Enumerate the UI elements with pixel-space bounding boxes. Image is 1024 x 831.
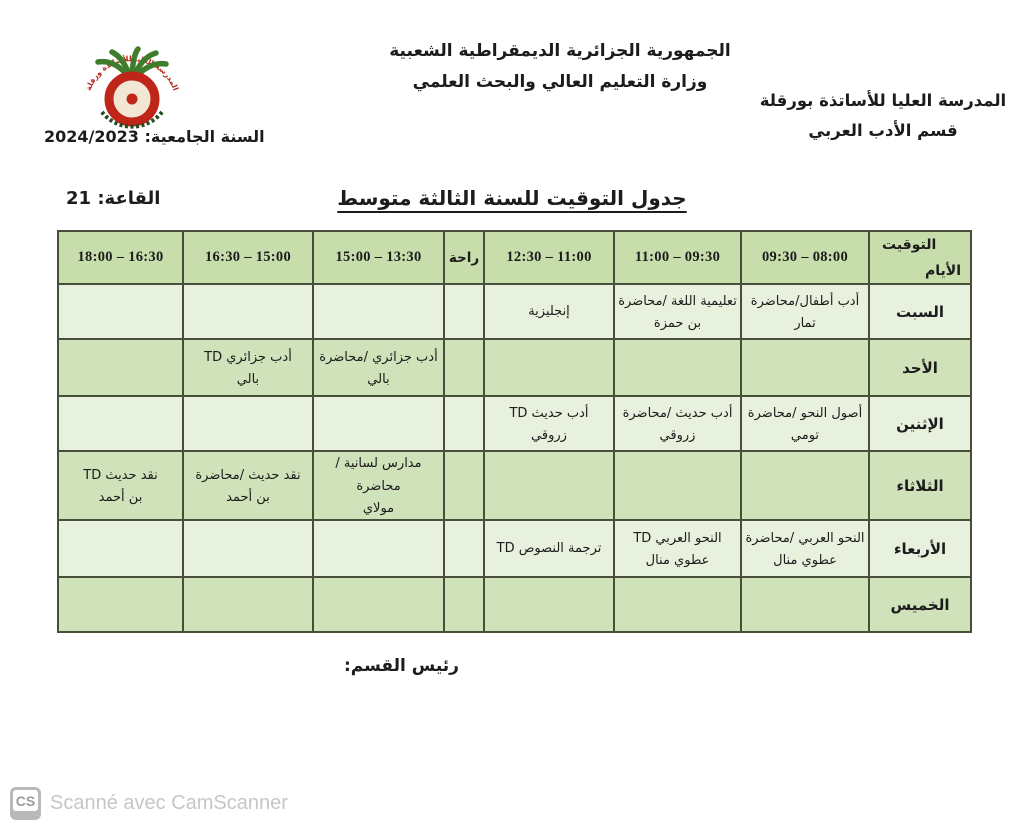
teacher-name: عطوي منال bbox=[773, 552, 837, 568]
school-logo-icon bbox=[78, 36, 186, 132]
schedule-cell bbox=[614, 520, 741, 577]
course-title: أصول النحو /محاضرة bbox=[747, 405, 863, 421]
school-line: المدرسة العليا للأساتذة بورقلة bbox=[759, 91, 1007, 110]
ministry-line: وزارة التعليم العالي والبحث العلمي bbox=[412, 72, 708, 92]
schedule-cell bbox=[741, 520, 869, 577]
schedule-cell bbox=[444, 451, 484, 520]
course-title: أدب جزائري TD bbox=[204, 349, 292, 365]
corner-days-label: الأيام bbox=[925, 263, 961, 279]
day-row bbox=[58, 396, 971, 451]
teacher-name: زروقي bbox=[659, 427, 696, 443]
schedule-cell bbox=[313, 339, 444, 396]
schedule-cell bbox=[183, 451, 313, 520]
schedule-cell bbox=[484, 577, 614, 632]
page-title: جدول التوقيت للسنة الثالثة متوسط bbox=[337, 186, 687, 210]
time-header-cell: 18:00 – 16:30 bbox=[58, 231, 183, 284]
schedule-cell bbox=[444, 339, 484, 396]
schedule-cell bbox=[58, 451, 183, 520]
timetable-container bbox=[57, 230, 972, 633]
camscanner-badge-label: CS bbox=[13, 790, 38, 811]
teacher-name: بالي bbox=[367, 371, 390, 387]
schedule-cell bbox=[183, 396, 313, 451]
teacher-name: مولاي bbox=[362, 501, 395, 516]
schedule-cell bbox=[58, 396, 183, 451]
teacher-name: تومي bbox=[790, 427, 820, 443]
day-cell: الإثنين bbox=[869, 396, 971, 451]
schedule-cell bbox=[741, 396, 869, 451]
schedule-cell bbox=[313, 284, 444, 339]
schedule-cell bbox=[58, 577, 183, 632]
schedule-cell bbox=[58, 339, 183, 396]
schedule-cell bbox=[313, 577, 444, 632]
schedule-cell bbox=[741, 339, 869, 396]
republic-line: الجمهورية الجزائرية الديمقراطية الشعبية bbox=[389, 41, 731, 61]
course-title: أدب حديث /محاضرة bbox=[622, 405, 733, 421]
schedule-cell bbox=[313, 451, 444, 520]
schedule-cell bbox=[183, 577, 313, 632]
teacher-name: تمار bbox=[794, 315, 816, 331]
schedule-cell bbox=[484, 284, 614, 339]
schedule-cell bbox=[741, 284, 869, 339]
teacher-name: بالي bbox=[236, 371, 260, 387]
schedule-cell bbox=[313, 520, 444, 577]
day-row bbox=[58, 339, 971, 396]
course-title: ترجمة النصوص TD bbox=[496, 541, 602, 556]
day-row bbox=[58, 520, 971, 577]
schedule-cell bbox=[58, 284, 183, 339]
break-header-cell: راحة bbox=[444, 231, 484, 284]
day-cell: الخميس bbox=[869, 577, 971, 632]
schedule-cell bbox=[183, 284, 313, 339]
schedule-cell bbox=[614, 577, 741, 632]
day-row bbox=[58, 577, 971, 632]
schedule-cell bbox=[444, 396, 484, 451]
header-right bbox=[758, 86, 1008, 146]
teacher-name: زروقي bbox=[531, 427, 567, 443]
teacher-name: بن حمزة bbox=[653, 315, 702, 331]
time-header-cell: 16:30 – 15:00 bbox=[183, 231, 313, 284]
time-header-cell: 11:00 – 09:30 bbox=[614, 231, 741, 284]
day-row bbox=[58, 284, 971, 339]
course-title: أدب حديث TD bbox=[509, 405, 589, 421]
schedule-cell bbox=[614, 284, 741, 339]
time-header-cell: 12:30 – 11:00 bbox=[484, 231, 614, 284]
timetable bbox=[57, 230, 972, 633]
corner-cell bbox=[869, 231, 971, 284]
schedule-cell bbox=[614, 339, 741, 396]
camscanner-watermark bbox=[10, 787, 288, 820]
time-header-row bbox=[58, 231, 971, 284]
day-cell: الأحد bbox=[869, 339, 971, 396]
schedule-cell bbox=[183, 520, 313, 577]
course-title: أدب أطفال/محاضرة bbox=[750, 293, 860, 309]
schedule-cell bbox=[741, 451, 869, 520]
time-header-cell: 09:30 – 08:00 bbox=[741, 231, 869, 284]
schedule-cell bbox=[614, 451, 741, 520]
department-line: قسم الأدب العربي bbox=[808, 121, 958, 140]
schedule-cell bbox=[484, 396, 614, 451]
teacher-name: بن أحمد bbox=[226, 489, 270, 505]
department-head-signature: رئيس القسم: bbox=[344, 656, 459, 676]
camscanner-icon bbox=[10, 787, 41, 820]
camscanner-label: Scanné avec CamScanner bbox=[50, 792, 288, 814]
schedule-cell bbox=[484, 451, 614, 520]
time-header-cell: 15:00 – 13:30 bbox=[313, 231, 444, 284]
course-title: النحو العربي TD bbox=[633, 530, 722, 546]
schedule-cell bbox=[183, 339, 313, 396]
corner-time-label: التوقيت bbox=[882, 237, 937, 253]
day-cell: الثلاثاء bbox=[869, 451, 971, 520]
day-cell: الأربعاء bbox=[869, 520, 971, 577]
logo-arc-text: المدرسة العليا للأساتذة ورقلة bbox=[83, 54, 181, 92]
schedule-cell bbox=[313, 396, 444, 451]
teacher-name: عطوي منال bbox=[645, 552, 710, 568]
course-title: تعليمية اللغة /محاضرة bbox=[618, 293, 737, 309]
course-title: مدارس لسانية /محاضرة bbox=[335, 456, 422, 494]
academic-year: السنة الجامعية: 2024/2023 bbox=[44, 127, 265, 146]
schedule-cell bbox=[58, 520, 183, 577]
schedule-cell bbox=[614, 396, 741, 451]
schedule-cell bbox=[444, 520, 484, 577]
school-logo bbox=[78, 36, 186, 136]
course-title: النحو العربي /محاضرة bbox=[745, 530, 865, 546]
emblem-center-icon bbox=[127, 94, 138, 105]
header-center bbox=[330, 36, 790, 98]
course-title: أدب جزائري /محاضرة bbox=[319, 349, 438, 365]
course-title: إنجليزية bbox=[528, 304, 570, 319]
course-title: نقد حديث /محاضرة bbox=[195, 467, 301, 483]
schedule-cell bbox=[484, 339, 614, 396]
day-row bbox=[58, 451, 971, 520]
course-title: نقد حديث TD bbox=[83, 467, 158, 483]
day-cell: السبت bbox=[869, 284, 971, 339]
schedule-cell bbox=[444, 284, 484, 339]
schedule-cell bbox=[444, 577, 484, 632]
teacher-name: بن أحمد bbox=[98, 489, 143, 505]
room-label: القاعة: 21 bbox=[66, 188, 161, 209]
schedule-cell bbox=[741, 577, 869, 632]
schedule-cell bbox=[484, 520, 614, 577]
